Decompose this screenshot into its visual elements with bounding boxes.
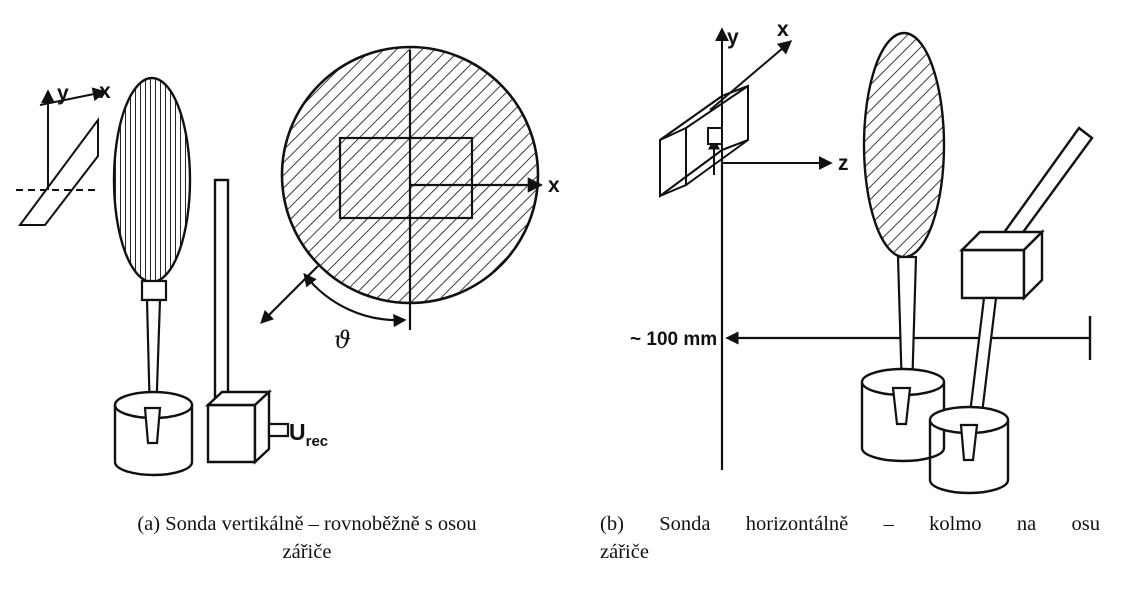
panel-b-axis-inset: [660, 30, 830, 196]
panel-b-x-label: x: [777, 18, 789, 41]
panel-a-source-disc: [262, 47, 540, 330]
caption-panel-b: [600, 510, 1100, 566]
panel-b-z-label: z: [838, 152, 849, 175]
panel-a-inset-y-label: y: [57, 82, 69, 105]
panel-b-distance-label: ~ 100 mm: [630, 329, 718, 350]
figure-captions: [0, 500, 1141, 605]
panel-a-angle-label: ϑ: [334, 326, 352, 354]
panel-b-y-label: y: [727, 26, 739, 49]
caption-panel-a: [42, 510, 572, 566]
caption-panel-a-text: (a) Sonda vertikálně – rovnoběžně s osou: [137, 513, 477, 535]
panel-a-inset-x-label: x: [99, 80, 111, 103]
panel-a-axis-inset: [16, 92, 104, 225]
panel-a-probe-receiver: [208, 180, 288, 462]
panel-a-signal-label: $U_{rec}$: [289, 419, 329, 450]
caption-panel-b-text: (b) Sonda horizontálně – kolmo na osu: [600, 513, 1100, 535]
panel-b-probe-source: [862, 33, 944, 461]
panel-b-probe-horizontal: [930, 128, 1092, 493]
panel-b-drawing: [630, 18, 1092, 493]
panel-a-drawing: [16, 47, 560, 475]
caption-panel-a-text-second-line: zářiče: [282, 541, 332, 563]
panel-a-disc-x-label: x: [548, 174, 560, 197]
panel-a-probe-vertical: [114, 78, 192, 475]
caption-panel-b-text-second-line: zářiče: [600, 541, 649, 563]
